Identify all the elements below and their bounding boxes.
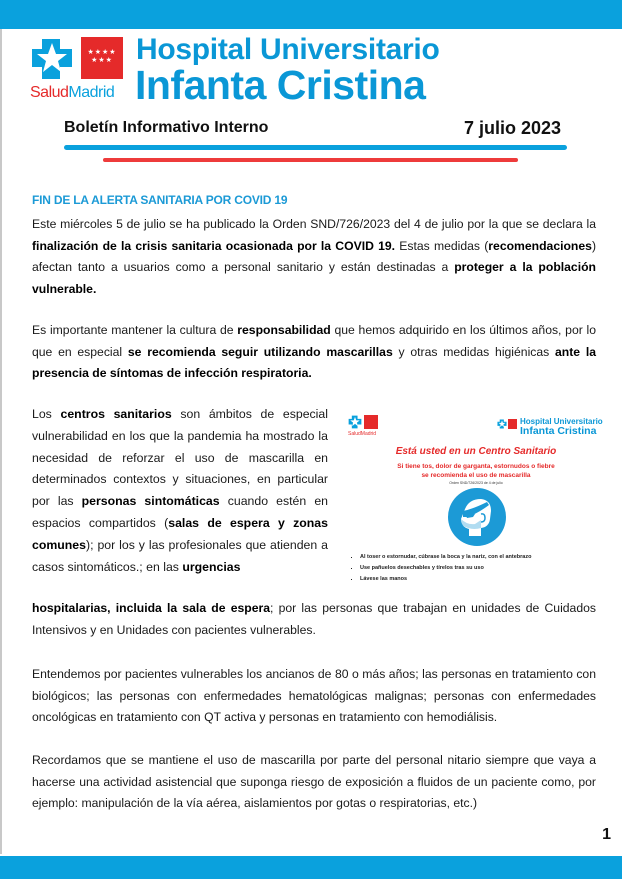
mask-recommendation-poster [342,410,610,602]
paragraph-5: Entendemos por pacientes vulnerables los ancianos de 80 o más años; las personas en tratamiento con biológicos; las personas con enfermedades hematológicas malignas; personas con enfermedades oncológicas en tratamiento con QT activa y personas en tratamiento con hemodiálisis. [32,667,596,724]
salud-madrid-star-cross-icon [30,37,74,81]
madrid-flag-icon [508,419,517,429]
salud-madrid-logo [30,37,125,105]
poster-bullet: ▪ Al toser o estornudar, cúbrase la boca y la nariz, con el antebrazo [360,552,531,563]
page-left-border [0,29,2,854]
madrid-flag-icon: ★★★★ ★★★ [81,37,123,79]
poster-order: Orden SND/726/2023 de 4 de julio [449,481,503,485]
page-number: 1 [602,826,611,843]
header-divider-blue [64,145,567,150]
star-cross-icon [348,415,362,429]
paragraph-2: Es importante mantener la cultura de responsabilidad que hemos adquirido en los últimos años, por lo que en especial se recomienda seguir utilizando mascarillas y otras medidas higiénicas ante la presencia de síntomas de infección respiratoria. [32,323,597,380]
hospital-name-line2: Infanta Cristina [135,62,426,108]
mask-person-icon [447,487,507,547]
paragraph-6: Recordamos que se mantiene el uso de mascarilla por parte del personal nitario siempre que vaya a hacerse una actividad asistencial que suponga riesgo de exposición a fluidos de un paciente como, por ejemplo: manipulación de la vía aérea, aislamientos por gotas o respiratorias, etc.) [32,753,596,810]
bulletin-title: Boletín Informativo Interno [64,119,269,136]
paragraph-4: hospitalarias, incluida la sala de espera; por las personas que trabajan en unidades de Cuidados Intensivos y en Unidades con pacientes vulnerables. [32,601,596,637]
poster-heading: Está usted en un Centro Sanitario [395,446,557,457]
poster-bullet: ▪ Use pañuelos desechables y tírelos tras su uso [360,563,531,574]
poster-bullet: ▪ Lávese las manos [360,574,531,585]
section-title: FIN DE LA ALERTA SANITARIA POR COVID 19 [32,193,288,207]
top-color-bar [0,0,622,29]
logo-wordmark: SaludMadrid [30,84,115,101]
poster-subheading: Si tiene tos, dolor de garganta, estornudos o fiebre se recomienda el uso de mascarilla [397,463,555,479]
paragraph-1: Este miércoles 5 de julio se ha publicado la Orden SND/726/2023 del 4 de julio por la que se declara la finalización de la crisis sanitaria ocasionada por la COVID 19. Estas medidas (recomendaciones) afectan tanto a usuarios como a personal sanitario y están destinadas a proteger a la población vulnerable. [32,217,596,296]
bulletin-date: 7 julio 2023 [463,118,561,138]
madrid-flag-icon [364,415,378,429]
header-divider-red [103,158,518,162]
hospital-name-line1: Hospital Universitario [136,33,440,66]
bottom-color-bar [0,856,622,879]
poster-bullet-list [350,552,531,585]
paragraph-3: Los centros sanitarios son ámbitos de especial vulnerabilidad en los que la pandemia ha mostrado la necesidad de reforzar el uso de mascarilla en determinados contextos y situaciones, en particular por las personas sintomáticas cuando estén en espacios compartidos (salas de espera y zonas comunes); por los y las profesionales que atienden a casos sintomáticos.; en las urgencias [32,407,328,574]
poster-hospital-logo: Hospital Universitario Infanta Cristina [497,417,607,439]
star-cross-icon [497,419,507,429]
poster-salud-madrid-logo: SaludMadrid [348,415,378,437]
